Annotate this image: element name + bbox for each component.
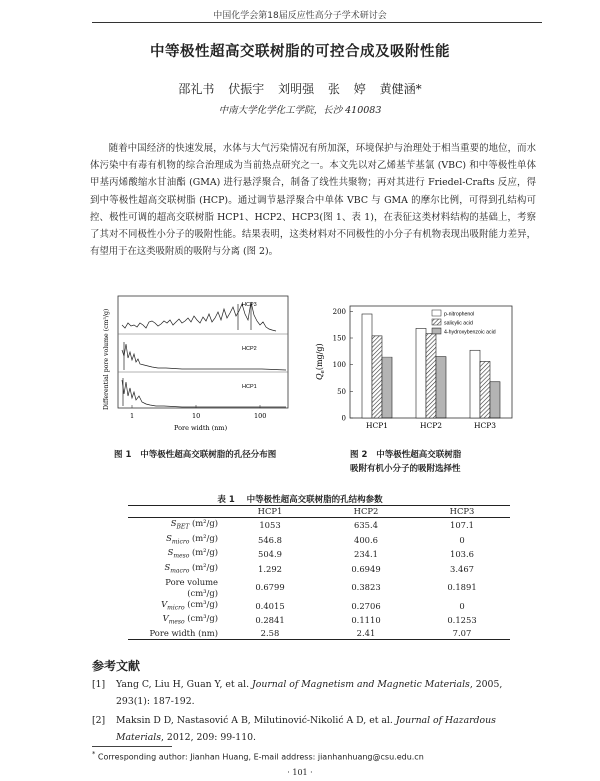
legend-swatch	[432, 319, 441, 325]
footnote-rule	[92, 746, 172, 747]
table-row-label: $S_{meso}$ (m²/g)	[167, 547, 218, 561]
y-label-unit: (mg/g)	[315, 343, 324, 371]
figure-1-caption	[114, 448, 314, 460]
table-cell: 0.1110	[351, 615, 381, 626]
y-label-sub: e	[320, 370, 326, 374]
legend-label: p-nitrophenol	[444, 311, 475, 318]
x-tick-label: 100	[254, 412, 267, 420]
legend-swatch	[432, 310, 441, 316]
table-cell: 546.8	[258, 534, 282, 545]
author: 刘明强	[278, 82, 315, 96]
table-cell: 635.4	[354, 519, 378, 530]
y-tick-label: 200	[332, 307, 346, 316]
author: 张 婷	[327, 82, 366, 96]
y-tick-label: 150	[332, 334, 346, 343]
footnote-text: Corresponding author: Jianhan Huang, E-mail address: jianhanhuang@csu.edu.cn	[97, 752, 424, 762]
table-cell: 0.4015	[255, 600, 285, 611]
reference-details: , 2005, 293(1): 187-192.	[116, 679, 503, 707]
bar-p-nitrophenol	[470, 350, 480, 418]
table-row	[128, 547, 510, 562]
table-cell: 1053	[259, 519, 281, 530]
bar-4-hydroxybenzoic-acid	[436, 357, 446, 418]
bar-4-hydroxybenzoic-acid	[490, 382, 500, 418]
panel-label-hcp3: HCP3	[242, 302, 257, 308]
table-1-number: 表 1	[217, 495, 235, 505]
y-label-main: Q	[315, 373, 324, 380]
table-cell: 504.9	[258, 549, 282, 560]
y-tick-label: 50	[337, 387, 346, 396]
x-category-label: HCP2	[419, 421, 443, 430]
table-row-label: $S_{macro}$ (m²/g)	[164, 562, 218, 575]
table-cell: 103.6	[450, 549, 474, 560]
figure-2-chart	[300, 296, 520, 444]
table-cell: 2.58	[260, 628, 280, 639]
y-axis-label	[315, 343, 326, 380]
bar-p-nitrophenol	[362, 314, 372, 418]
table-header-cell	[128, 506, 222, 518]
reference-journal: Journal of Hazardous Materials	[116, 715, 496, 743]
table-row	[128, 577, 510, 599]
table-row	[128, 628, 510, 640]
author: 邵礼书	[178, 82, 215, 96]
table-row	[128, 562, 510, 577]
hcp1-trace	[122, 380, 286, 407]
table-cell: 0	[459, 600, 465, 611]
table-cell: 0.3823	[351, 582, 381, 593]
author: 伏振宇	[228, 82, 265, 96]
legend-label: salicylic acid	[444, 320, 473, 327]
reference-details: , 2012, 209: 99-110.	[161, 732, 257, 743]
footnote	[92, 750, 424, 762]
bar-p-nitrophenol	[416, 328, 426, 418]
reference-journal: Journal of Magnetism and Magnetic Materials	[252, 679, 470, 690]
page-number: · 101 ·	[287, 768, 313, 777]
reference-authors: Maksin D D, Nastasović A B, Milutinović-Nikolić A D, et al.	[116, 715, 396, 726]
table-row-label: $S_{BET}$ (m²/g)	[170, 518, 218, 531]
table-header-cell: HCP3	[414, 506, 510, 518]
table-cell: 0.2841	[255, 615, 285, 626]
affiliation: 中南大学化学化工学院，长沙 410083	[218, 105, 382, 116]
y-tick-label: 0	[341, 414, 346, 423]
table-header-cell: HCP1	[222, 506, 318, 518]
figure-2-caption-line2: 吸附有机小分子的吸附选择性	[350, 464, 461, 474]
table-row-label: $V_{micro}$ (cm³/g)	[161, 598, 218, 612]
table-cell: 3.467	[450, 563, 474, 574]
figure-2-caption-text: 中等极性超高交联树脂	[376, 450, 462, 460]
table-row	[128, 533, 510, 548]
table-row-label: Pore width (nm)	[149, 628, 218, 639]
reference-item	[92, 712, 538, 748]
reference-text	[116, 712, 538, 746]
panel-label-hcp2: HCP2	[242, 346, 257, 352]
legend-swatch	[432, 328, 441, 334]
table-row	[128, 613, 510, 628]
table-header-row	[128, 506, 510, 518]
x-axis-label: Pore width (nm)	[174, 424, 228, 432]
abstract-paragraph: 随着中国经济的快速发展，水体与大气污染情况有所加深，环境保护与治理处于相当重要的地位，而水体污染中有毒有机物的综合治理成为当前热点研究之一。本文先以对乙烯基苄基氯 (VBC) 和中等极性单体甲基丙烯酸缩水甘油酯 (GMA) 进行悬浮聚合，制备了线性共聚物；再对其进行 Friedel-Crafts 反应，得到中等极性超高交联树脂 (HCP)。通过调节悬浮聚合中单体 VBC 与 GMA 的摩尔比例，可得到孔结构可控、极性可调的超高交联树脂 HCP1、HCP2、HCP3(图 1、表 1)，在表征这类材料结构的基础上，考察了其对不同极性小分子的吸附性能。结果表明，这类材料对不同极性的小分子有机物表现出吸附能力差异，有望用于在这类吸附质的吸附与分离 (图 2)。	[90, 143, 536, 258]
table-cell: 0.6799	[255, 582, 285, 593]
bar-salicylic-acid	[426, 334, 436, 418]
reference-authors: Yang C, Liu H, Guan Y, et al.	[116, 679, 253, 690]
table-cell: 2.41	[356, 628, 376, 639]
table-cell: 7.07	[452, 628, 472, 639]
table-cell: 234.1	[354, 549, 378, 560]
table-cell: 0.6949	[351, 563, 381, 574]
paper-title: 中等极性超高交联树脂的可控合成及吸附性能	[150, 44, 450, 60]
running-header: 中国化学会第18届反应性高分子学术研讨会	[213, 11, 387, 21]
header-rule	[92, 22, 542, 23]
figure-2-number: 图 2	[350, 450, 368, 460]
reference-item	[92, 676, 538, 712]
table-cell: 0.1253	[447, 615, 477, 626]
figure-2-caption-line1	[350, 448, 530, 462]
plot-frame	[118, 296, 288, 408]
bar-4-hydroxybenzoic-acid	[382, 357, 392, 418]
panel-label-hcp1: HCP1	[242, 384, 257, 390]
reference-text	[116, 676, 538, 710]
reference-number: [2]	[92, 715, 106, 726]
table-cell: 0.2706	[351, 600, 381, 611]
table-cell: 0.1891	[447, 582, 477, 593]
table-row-label: $S_{micro}$ (m²/g)	[166, 532, 218, 546]
figure-1-number: 图 1	[114, 450, 132, 460]
figure-1-caption-text: 中等极性超高交联树脂的孔径分布图	[140, 450, 277, 460]
table-cell: 400.6	[354, 534, 378, 545]
table-cell: 107.1	[450, 519, 474, 530]
table-1-caption-text: 中等极性超高交联树脂的孔结构参数	[246, 495, 383, 505]
bar-salicylic-acid	[372, 336, 382, 418]
table-cell: 0	[459, 534, 465, 545]
table-1-caption	[0, 493, 600, 505]
hcp2-trace	[122, 344, 286, 370]
table-row-label: Pore volume (cm³/g)	[165, 576, 218, 598]
legend-label: 4-hydroxybenzoic acid	[444, 329, 496, 336]
table-1	[128, 505, 510, 640]
y-tick-label: 100	[332, 361, 346, 370]
y-axis-label: Differential pore volume (cm³/g)	[103, 308, 110, 410]
x-category-label: HCP3	[473, 421, 497, 430]
x-category-label: HCP1	[365, 421, 389, 430]
table-cell: 1.292	[258, 563, 282, 574]
x-tick-label: 10	[192, 412, 201, 420]
author-list	[0, 80, 600, 97]
table-row	[128, 518, 510, 533]
bar-salicylic-acid	[480, 361, 490, 418]
footnote-mark: *	[92, 750, 96, 758]
author: 黄健涵*	[379, 82, 422, 96]
figure-1-plot	[92, 292, 292, 440]
x-tick-label: 1	[130, 412, 135, 420]
table-row	[128, 599, 510, 614]
reference-number: [1]	[92, 679, 106, 690]
references-heading: 参考文献	[92, 659, 141, 673]
figure-2-caption	[350, 448, 530, 476]
table-header-cell: HCP2	[318, 506, 414, 518]
table-row-label: $V_{meso}$ (cm³/g)	[162, 613, 218, 627]
